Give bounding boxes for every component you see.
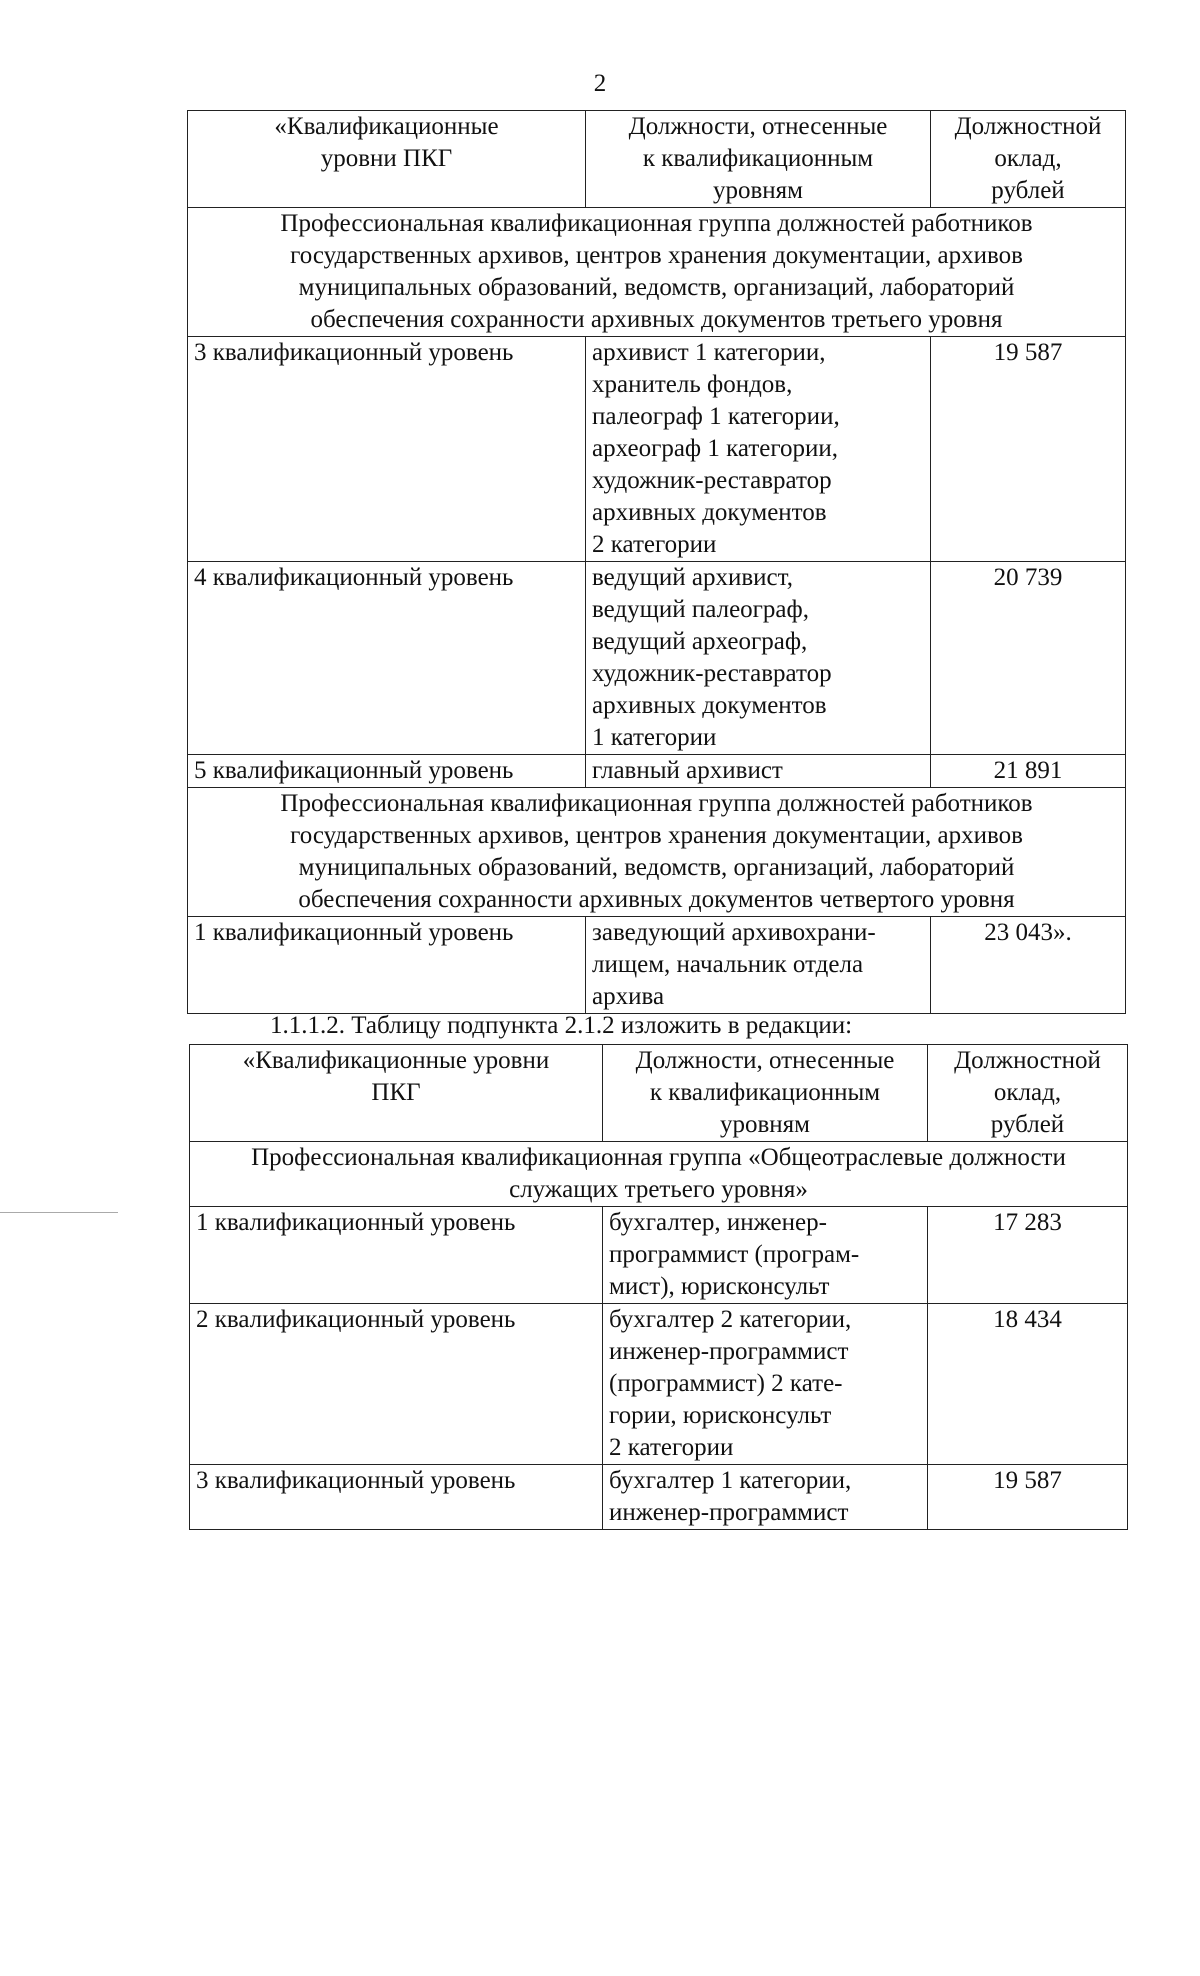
table-row <box>188 755 1126 788</box>
salary-table-general <box>189 1044 1128 1530</box>
level-cell: 3 квалификационный уровень <box>190 1465 603 1530</box>
amendment-paragraph: 1.1.1.2. Таблицу подпункта 2.1.2 изложить в редакции: <box>270 1012 853 1039</box>
table-header-row <box>190 1045 1128 1142</box>
positions-cell: бухгалтер 1 категории, инженер-программист <box>603 1465 928 1530</box>
salary-cell: 17 283 <box>928 1207 1128 1304</box>
positions-cell: бухгалтер, инженер- программист (програм- мист), юрисконсульт <box>603 1207 928 1304</box>
salary-cell: 18 434 <box>928 1304 1128 1465</box>
group-row <box>188 208 1126 337</box>
header-positions: Должности, отнесенные к квалификационным уровням <box>603 1045 928 1142</box>
page-number: 2 <box>593 70 607 97</box>
level-cell: 4 квалификационный уровень <box>188 562 586 755</box>
level-cell: 5 квалификационный уровень <box>188 755 586 788</box>
group-title: Профессиональная квалификационная группа «Общеотраслевые должности служащих третьего уровня» <box>190 1142 1128 1207</box>
level-cell: 1 квалификационный уровень <box>190 1207 603 1304</box>
positions-cell: ведущий архивист, ведущий палеограф, ведущий археограф, художник-реставратор архивных документов 1 категории <box>586 562 931 755</box>
level-cell: 1 квалификационный уровень <box>188 917 586 1014</box>
table-row <box>190 1207 1128 1304</box>
table-row <box>190 1465 1128 1530</box>
positions-cell: бухгалтер 2 категории, инженер-программист (программист) 2 кате- гории, юрисконсульт 2 категории <box>603 1304 928 1465</box>
header-salary: Должностной оклад, рублей <box>928 1045 1128 1142</box>
salary-table-archives <box>187 110 1126 1014</box>
group-title: Профессиональная квалификационная группа должностей работников государственных архивов, центров хранения документации, архивов муниципальных образований, ведомств, организаций, лабораторий обеспечения сохранности архивных документов третьего уровня <box>188 208 1126 337</box>
table-header-row <box>188 111 1126 208</box>
margin-mark <box>0 1212 118 1213</box>
header-levels: «Квалификационные уровни ПКГ <box>188 111 586 208</box>
table-row <box>188 562 1126 755</box>
salary-cell: 20 739 <box>931 562 1126 755</box>
level-cell: 3 квалификационный уровень <box>188 337 586 562</box>
salary-cell: 19 587 <box>928 1465 1128 1530</box>
group-row <box>190 1142 1128 1207</box>
header-positions: Должности, отнесенные к квалификационным уровням <box>586 111 931 208</box>
salary-cell: 23 043». <box>931 917 1126 1014</box>
header-levels: «Квалификационные уровни ПКГ <box>190 1045 603 1142</box>
table-row <box>188 337 1126 562</box>
salary-cell: 19 587 <box>931 337 1126 562</box>
table-row <box>190 1304 1128 1465</box>
salary-cell: 21 891 <box>931 755 1126 788</box>
level-cell: 2 квалификационный уровень <box>190 1304 603 1465</box>
header-salary: Должностной оклад, рублей <box>931 111 1126 208</box>
group-row <box>188 788 1126 917</box>
positions-cell: архивист 1 категории, хранитель фондов, палеограф 1 категории, археограф 1 категории, художник-реставратор архивных документов 2 категории <box>586 337 931 562</box>
table-row <box>188 917 1126 1014</box>
positions-cell: главный архивист <box>586 755 931 788</box>
positions-cell: заведующий архивохрани- лищем, начальник отдела архива <box>586 917 931 1014</box>
group-title: Профессиональная квалификационная группа должностей работников государственных архивов, центров хранения документации, архивов муниципальных образований, ведомств, организаций, лабораторий обеспечения сохранности архивных документов четвертого уровня <box>188 788 1126 917</box>
